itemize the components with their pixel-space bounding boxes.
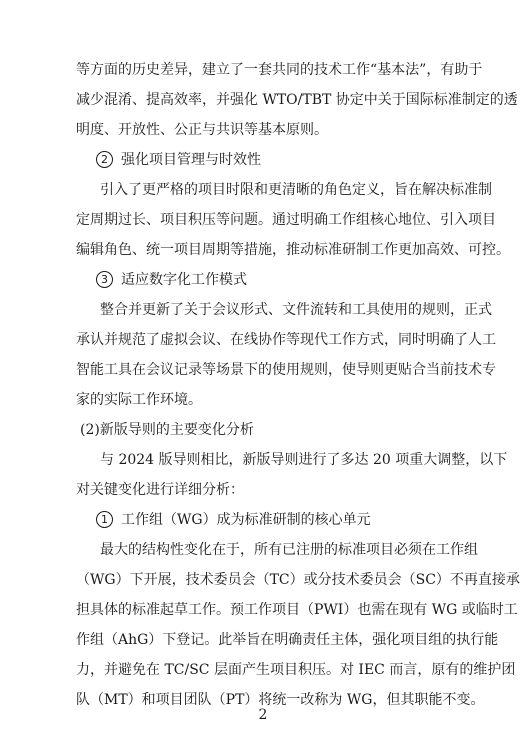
paragraph-line: 引入了更严格的项目时限和更清晰的角色定义，旨在解决标准制	[100, 182, 492, 198]
paragraph-line: 明度、开放性、公正与共识等基本原则。	[76, 122, 328, 138]
section-heading-text: 工作组（WG）成为标准研制的核心单元	[121, 512, 371, 528]
paragraph-line: 整合并更新了关于会议形式、文件流转和工具使用的规则，正式	[100, 302, 492, 318]
paragraph-line: （WG）下开展，技术委员会（TC）或分技术委员会（SC）不再直接承	[76, 572, 520, 588]
paragraph-line: 最大的结构性变化在于，所有已注册的标准项目必须在工作组	[100, 542, 478, 558]
paragraph-line: 智能工具在会议记录等场景下的使用规则，使导则更贴合当前技术专	[76, 362, 496, 378]
section-heading-text: 强化项目管理与时效性	[121, 152, 261, 168]
section-heading	[96, 150, 480, 170]
section-heading	[96, 270, 480, 290]
paragraph-line: 编辑角色、统一项目周期等措施，推动标准研制工作更加高效、可控。	[76, 242, 510, 258]
paragraph-line: 作组（AhG）下登记。此举旨在明确责任主体，强化项目组的执行能	[76, 632, 499, 648]
paragraph-line: 队（MT）和项目团队（PT）将统一改称为 WG，但其职能不变。	[76, 692, 485, 708]
circled-number: 2	[96, 151, 113, 168]
paragraph-line: 家的实际工作环境。	[76, 392, 202, 408]
paragraph-line: 定周期过长、项目积压等问题。通过明确工作组核心地位、引入项目	[76, 212, 496, 228]
paragraph-line: 减少混淆、提高效率，并强化 WTO/TBT 协定中关于国际标准制定的透	[76, 92, 518, 108]
paragraph-line: 与 2024 版导则相比，新版导则进行了多达 20 项重大调整，以下	[100, 452, 508, 468]
paragraph-line: 力，并避免在 TC/SC 层面产生项目积压。对 IEC 而言，原有的维护团	[76, 662, 516, 678]
paragraph-line: 等方面的历史差异，建立了一套共同的技术工作“基本法”，有助于	[76, 62, 483, 78]
section-heading	[96, 510, 480, 530]
paragraph-line: 承认并规范了虚拟会议、在线协作等现代工作方式，同时明确了人工	[76, 332, 496, 348]
circled-number: 3	[96, 271, 113, 288]
subsection-title: (2)新版导则的主要变化分析	[80, 422, 254, 438]
paragraph-line: 担具体的标准起草工作。预工作项目（PWI）也需在现有 WG 或临时工	[76, 602, 518, 618]
paragraph-line: 对关键变化进行详细分析：	[76, 482, 244, 498]
page-number: 2	[258, 707, 268, 723]
section-heading-text: 适应数字化工作模式	[121, 272, 247, 288]
circled-number: 1	[96, 511, 113, 528]
